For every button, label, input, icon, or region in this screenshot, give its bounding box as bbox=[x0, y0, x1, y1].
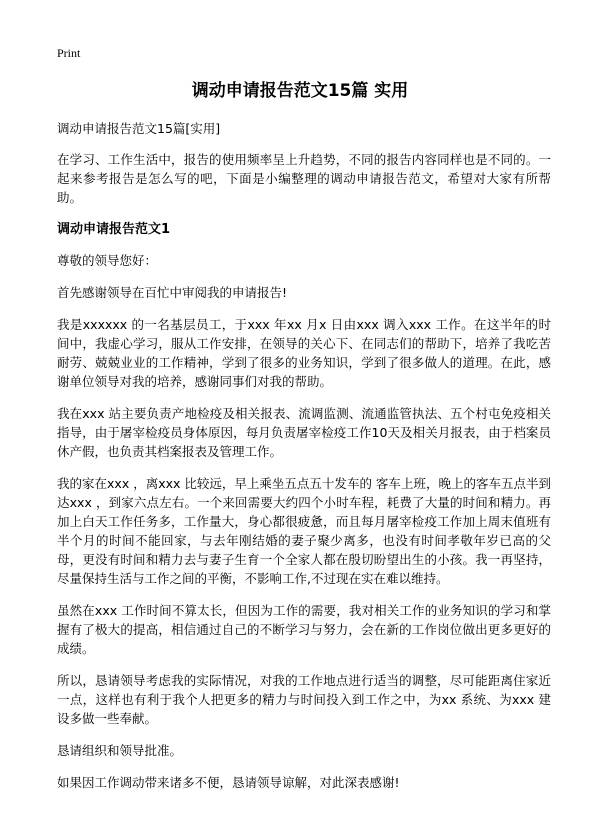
body-paragraph: 虽然在xxx 工作时间不算太长，但因为工作的需要，我对相关工作的业务知识的学习和掌握有了极大的提高，相信通过自己的不断学习与努力，会在新的工作岗位做出更多更好的成绩。 bbox=[57, 603, 551, 656]
document-subtitle: 调动申请报告范文15篇[实用] bbox=[57, 121, 221, 136]
closing-paragraph: 如果因工作调动带来诸多不便，恳请领导谅解，对此深表感谢! bbox=[57, 775, 400, 790]
body-paragraph: 我在xxx 站主要负责产地检疫及相关报表、流调监测、流通监管执法、五个村屯免疫相关指导，由于屠宰检疫员身体原因，每月负责屠宰检疫工作10天及相关月报表，由于档案员休产假，也负责其档案报表及管理工作。 bbox=[57, 406, 551, 459]
section-heading: 调动申请报告范文1 bbox=[57, 222, 171, 237]
body-paragraph: 恳请组织和领导批准。 bbox=[57, 743, 183, 758]
body-paragraph: 我的家在xxx ，离xxx 比较远，早上乘坐五点五十发车的 客车上班，晚上的客车五点半到达xxx ，到家六点左右。一个来回需要大约四个小时车程，耗费了大量的时间和精力。再加上白天工作任务多，工作量大，身心都很疲惫，而且每月屠宰检疫工作加上周末值班有半个月的时间不能回家，与去年刚结婚的妻子聚少离多，也没有时间孝敬年岁已高的父母，更没有时间和精力去与妻子生育一个全家人都在殷切盼望出生的小孩。我一再坚持，尽量保持生活与工作之间的平衡，不影响工作,不过现在实在难以维持。 bbox=[57, 476, 551, 586]
page-title: 调动申请报告范文15篇 实用 bbox=[191, 81, 409, 101]
body-paragraph: 首先感谢领导在百忙中审阅我的申请报告! bbox=[57, 285, 288, 300]
salutation: 尊敬的领导您好： bbox=[57, 253, 158, 268]
intro-paragraph: 在学习、工作生活中，报告的使用频率呈上升趋势，不同的报告内容同样也是不同的。一起来参考报告是怎么写的吧，下面是小编整理的调动申请报告范文，希望对大家有所帮助。 bbox=[57, 152, 551, 205]
body-paragraph: 所以，恳请领导考虑我的实际情况，对我的工作地点进行适当的调整，尽可能距离住家近一点，这样也有利于我个人把更多的精力与时间投入到工作之中，为xx 系统、为xxx 建设多做一些奉献。 bbox=[57, 673, 551, 726]
print-label: Print bbox=[57, 46, 81, 60]
document-body bbox=[57, 119, 551, 805]
body-paragraph: 我是xxxxxx 的一名基层员工，于xxx 年xx 月x 日由xxx 调入xxx 工作。在这半年的时间中，我虚心学习，服从工作安排，在领导的关心下、在同志们的帮助下，培养了我吃苦耐劳、兢兢业业的工作精神，学到了很多的业务知识，学到了很多做人的道理。在此，感谢单位领导对我的培养，感谢同事们对我的帮助。 bbox=[57, 317, 551, 389]
